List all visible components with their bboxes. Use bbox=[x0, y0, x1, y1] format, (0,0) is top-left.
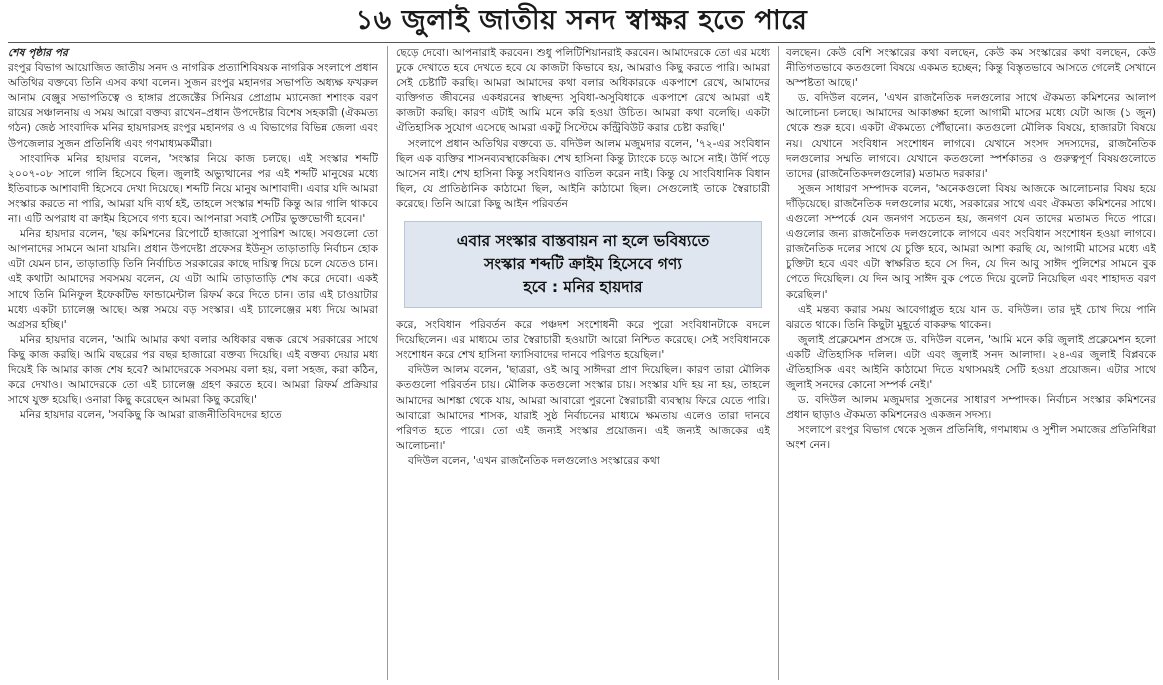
paragraph: মনির হায়দার বলেন, 'সবকিছু কি আমরা রাজনীতিবিদদের হাতে bbox=[20, 409, 282, 422]
column-divider bbox=[778, 46, 779, 680]
pull-quote-line: এবার সংস্কার বাস্তবায়ন না হলে ভবিষ্যতে bbox=[456, 232, 710, 251]
paragraph: করে, সংবিধান পরিবর্তন করে পঞ্চদশ সংশোধনী করে পুরো সংবিধানটাকে বদলে দিয়েছিলেন। এর মাধ্যমে তার স্বৈরাচারী হওয়াটা আরো নিশ্চিত করেছে। সেই সংবিধানকে সংশোধন করে শেখ হাসিনা ফ্যাসিবাদের দানবে পরিণত হয়েছিল।' bbox=[396, 319, 770, 362]
paragraph: বদিউল বলেন, 'এখন রাজনৈতিক দলগুলোও সংস্কারের কথা bbox=[408, 454, 660, 467]
headline: ১৬ জুলাই জাতীয় সনদ স্বাক্ষর হতে পারে bbox=[355, 5, 808, 36]
paragraph: ড. বদিউল বলেন, 'এখন রাজনৈতিক দলগুলোর সাথে ঐকমত্য কমিশনের আলাপ আলোচনা চলছে। আমাদের আকাঙ্ক্ষা হলো আগামী মাসের মধ্যে যেটা আজ (১ জুন) থেকে শুরু হবে। একটা ঐকমত্যে পৌঁছানো। কতগুলো মৌলিক বিষয়ে, হাজারটা বিষয়ে নয়। যেখানে সংবিধান সংশোধন লাগবে। যেখানে সংসদ সদস্যদের, রাজনৈতিক দলগুলোর সম্মতি লাগবে। যেখানে কতগুলো স্পর্শকাতর ও গুরুত্বপূর্ণ বিষয়গুলোতে তাদের (রাজনৈতিকদলগুলোর) মতামত দরকার।' bbox=[786, 92, 1156, 180]
paragraph: জুলাই প্রক্লেমেশন প্রসঙ্গে ড. বদিউল বলেন, 'আমি মনে করি জুলাই প্রক্লেমেশন হলো একটি ঐতিহাসিক দলিল। এটা এবং জুলাই সনদ আলাদা। ২৪-এর জুলাই বিপ্লবকে ঐতিহাসিক এবং আইনি কাঠামো দিতে যথাসময়ই সেটি হওয়া প্রয়োজন। এটার সাথে জুলাই সনদের কোনো সম্পর্ক নেই।' bbox=[786, 333, 1156, 392]
pull-quote bbox=[404, 221, 762, 308]
paragraph: বদিউল আলম বলেন, 'ছাত্ররা, ওই আবু সাঈদরা প্রাণ দিয়েছিল। কারণ তারা মৌলিক কতগুলো পরিবর্তন চায়। মৌলিক কতগুলো সংস্কার চায়। সংস্কার যদি হয় না হয়, তাহলে আমাদের আশঙ্কা থেকে যায়, আমরা আবারো পুরনো স্বৈরাচারী ব্যবস্থায় ফিরে যেতে পারি। আবারো আমাদের শাসক, যারাই সুষ্ঠ নির্বাচনের মাধ্যমে ক্ষমতায় এলেও তারা দানবে পরিণত হতে পারে। তো এই জন্যই সংস্কার প্রয়োজন। এই জন্যই আজকের এই আলোচনা।' bbox=[396, 364, 770, 452]
column-divider bbox=[387, 46, 388, 680]
paragraph: সাংবাদিক মনির হায়দার বলেন, 'সংস্কার নিয়ে কাজ চলছে। এই সংস্কার শব্দটি ২০০৭-০৮ সালে গালি হিসেবে ছিল। জুলাই অভ্যুত্থানের পর এই শব্দটি মানুষের মধ্যে ইতিবাচক আশাবাদী হিসেবে দেখা দিয়েছে। শব্দটি নিয়ে মানুষ আশাবাদী। এবার যদি আমরা সংস্কার করতে না পারি, আমরা যদি ব্যর্থ হই, তাহলে সংস্কার শব্দটি কিন্তু আর গালি থাকবে না। এটি অপরাধ বা ক্রাইম হিসেবে গণ্য হবে। আপনারা সবাই সেটির ভুক্তভোগী হবেন।' bbox=[8, 152, 378, 226]
kicker: শেষ পৃষ্ঠার পর bbox=[8, 47, 68, 59]
paragraph: রংপুর বিভাগ আয়োজিত জাতীয় সনদ ও নাগরিক প্রত্যাশিবিষয়ক নাগরিক সংলাপে প্রধান অতিথির বক্তব্যে তিনি এসব কথা বলেন। সুজন রংপুর মহানগর সভাপতি অধ্যক্ষ ফখরুল আনাম বেঞ্জুর সভাপতিত্বে ও হাঙ্গার প্রজেক্টের সিনিয়র প্রোগ্রাম ম্যানেজা শশাংক বরণ রায়ের সঞ্চালনায় এ সময় আরো বক্তব্য রাখেন–প্রধান উপদেষ্টার বিশেষ সহকারী (ঐকমত্য গঠন) জেষ্ঠ সাংবাদিক মনির হায়দারসহ রংপুর মহানগর ও এ বিভাগের বিভিন্ন জেলা এবং উপজেলার সুজন প্রতিনিধি এবং গণমাধ্যমকর্মীরা। bbox=[8, 62, 378, 150]
article-column-2 bbox=[396, 46, 770, 682]
article-column-3 bbox=[786, 46, 1156, 682]
paragraph: ড. বদিউল আলম মজুমদার সুজনের সাধারণ সম্পাদক। নির্বাচন সংস্কার কমিশনের প্রধান ছাড়াও ঐকমত্য কমিশনেরও একজন সদস্য। bbox=[786, 394, 1156, 422]
paragraph: ছেড়ে দেবো। আপনারাই করবেন। শুধু পলিটিশিয়ানরাই করবেন। আমাদেরকে তো এর মধ্যে ঢুকে দেখাতে হবে দেখতে হবে যে কাজটা কিভাবে হয়, আমরাও কিছু করতে পারি। আমরা সেই চেষ্টাটি করছি। আমরা আমাদের কথা বলার অধিকারকে একপাশে রেখে, আমাদের ব্যক্তিগত জীবনের একধরনের স্বাচ্ছন্দ্য সুবিধা-অসুবিধাকে একপাশে রেখে আমরা এই কাজটা করছি। কারণ এটাই আমি মনে করি হওয়া উচিত। আমরা কথা বলেছি। একটা ঐতিহাসিক সুযোগ এসেছে আমরা একটু সিস্টেমে কন্ট্রিবিউট করার চেষ্টা করছি।' bbox=[396, 47, 770, 135]
paragraph: বলছেন। কেউ বেশি সংস্কারের কথা বলছেন, কেউ কম সংস্কারের কথা বলছেন, কেউ নীতিগতভাবে কতগুলো বিষয়ে একমত হচ্ছেন; কিন্তু বিস্তৃতভাবে আসতে গেলেই সেখানে অস্পষ্টতা আছে।' bbox=[786, 47, 1156, 90]
headline-rule bbox=[8, 42, 1155, 43]
paragraph: এই মন্তব্য করার সময় আবেগাপ্লুত হয়ে যান ড. বদিউল। তার দুই চোখ দিয়ে পানি ঝরতে থাকে। তিনি কিছুটা মুহূর্তে বাকরুদ্ধ থাকেন। bbox=[786, 303, 1156, 331]
paragraph: মনির হায়দার বলেন, 'ছয় কমিশনের রিপোর্টে হাজারো সুপারিশ আছে। সবগুলো তো আপনাদের সামনে আনা যায়নি। প্রধান উপদেষ্টা প্রফেসর ইউনূস তাড়াতাড়ি নির্বাচন হোক এটা যেমন চান, তাড়াতাড়ি তিনি নির্বাচিত সরকারের কাছে দায়িত্ব দিয়ে চলে যেতেও চান। এই কথাটা আমাদের সবসময় বলেন, যে এটা আমি তাড়াতাড়ি শেষ করে দেবো। একই সাথে তিনি মিনিফুল ইফেকটিভ ফান্ডামেন্টাল রিফর্ম করে দিতে চান। তার এই চাওয়াটার মধ্যে একটা চ্যালেঞ্জ আছে। অল্প সময়ে বড় সংস্কার। এই চ্যালেঞ্জের মধ্য দিয়ে আমরা অগ্রসর হচ্ছি।' bbox=[8, 228, 378, 331]
paragraph: মনির হায়দার বলেন, 'আমি আমার কথা বলার অধিকার বন্ধক রেখে সরকারের সাথে কিছু কাজ করছি। আমি বছরের পর বছর হাজারো বক্তব্য দিয়েছি। এই বক্তব্য দেয়ার মধ্য দিয়েই কি আমার কাজ শেষ হবে? আমাদেরকে সবসময় বলা হয়, বলা সহজ, করা কঠিন, করে দেখাও। আমাদেরকে তো এই চ্যালেঞ্জ গ্রহণ করতে হবে। আমরা রিফর্ম প্রক্রিয়ার সাথে যুক্ত হয়েছি। ওনারা কিছু করেছেন আমরা কিছু করেছি।' bbox=[8, 333, 378, 407]
pull-quote-line: হবে : মনির হায়দার bbox=[523, 278, 643, 297]
article-column-1 bbox=[8, 46, 378, 682]
paragraph: সংলাপে প্রধান অতিথির বক্তব্যে ড. বদিউল আলম মজুমদার বলেন, '৭২-এর সংবিধান ছিল এক ব্যক্তির শাসনব্যবস্থাকেন্দ্রিক। শেখ হাসিনা কিন্তু ট্যাংকে চড়ে আসে নাই। উর্দি পড়ে আসেন নাই। শেখ হাসিনা কিন্তু সংবিধানও বাতিল করেন নাই। কিন্তু যে সাংবিধানিক বিধান ছিল, যে প্রাতিষ্ঠানিক কাঠামো ছিল, আইনি কাঠামো ছিল। সেগুলোই তাকে স্বৈরাচারী করেছে। তিনি আরো কিছু আইন পরিবর্তন bbox=[396, 137, 770, 210]
pull-quote-line: সংস্কার শব্দটি ক্রাইম হিসেবে গণ্য bbox=[484, 255, 682, 274]
paragraph: সংলাপে রংপুর বিভাগ থেকে সুজন প্রতিনিধি, গণমাধ্যম ও সুশীল সমাজের প্রতিনিধিরা অংশ নেন। bbox=[786, 424, 1156, 452]
paragraph: সুজন সাধারণ সম্পাদক বলেন, 'অনেকগুলো বিষয় আজকে আলোচনার বিষয় হয়ে দাঁড়িয়েছে। রাজনৈতিক দলগুলোর মধ্যে, সরকারের সাথে এবং ঐকমত্য কমিশনের সাথে। এগুলো সম্পর্কে যেন জনগণ সচেতন হয়, জনগণ যেন তাদের মতামত দিতে পারে। এগুলোর জন্য রাজনৈতিক দলগুলোকে লাগবে এবং সংবিধান সংশোধন হওয়া লাগবে। রাজনৈতিক দলের সাথে যে চুক্তি হবে, আমরা আশা করছি যে, আগামী মাসের মধ্যে এই চুক্তিটা হবে এবং এটা স্বাক্ষরিত হবে সে দিন, যে দিন আবু সাঈদ পুলিশের সামনে বুক পেতে দিয়েছিল। যে দিন আবু সাঈদ বুক পেতে দিয়ে বুলেট নিয়েছিল এবং শাহাদত বরণ করেছিল।' bbox=[786, 182, 1156, 301]
